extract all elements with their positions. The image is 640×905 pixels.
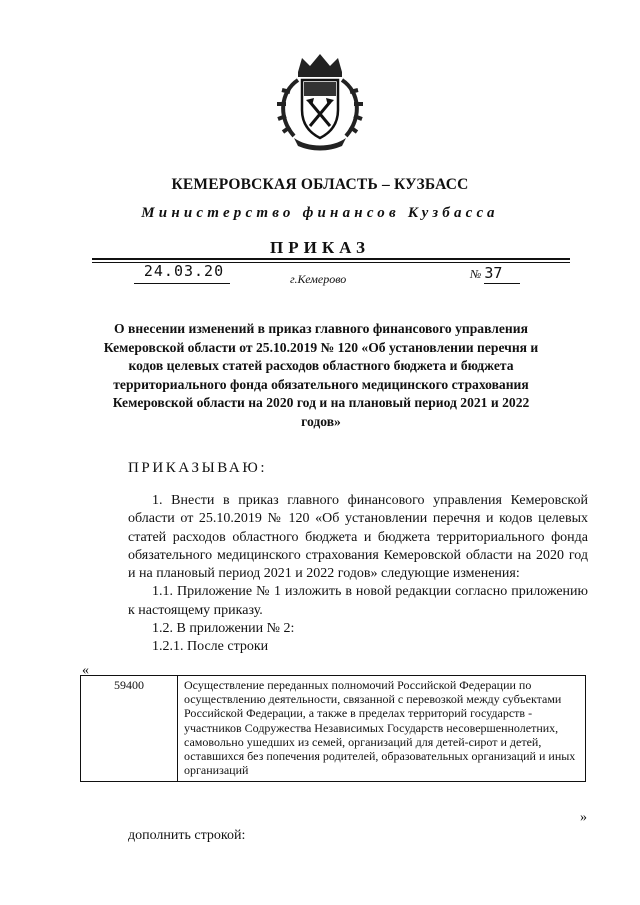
paragraph-1-2: 1.2. В приложении № 2: (152, 621, 295, 637)
number-underline (484, 283, 520, 284)
add-line-text: дополнить строкой: (128, 828, 246, 843)
date-underline (134, 283, 230, 284)
order-body (128, 492, 588, 657)
order-number-block (470, 264, 502, 283)
region-title: КЕМЕРОВСКАЯ ОБЛАСТЬ – КУЗБАСС (171, 176, 469, 193)
header-rule-thick (92, 258, 570, 260)
coat-of-arms-icon (268, 52, 372, 152)
table-row (81, 676, 586, 782)
order-city: г.Кемерово (290, 272, 347, 286)
order-number: 37 (484, 264, 503, 282)
description-cell: Осуществление переданных полномочий Российской Федерации по осуществлению деятельности, связанной с перевозкой между субъектами Российской Федерации, а также в пределах территорий государств - участников Содружества Независимых Государств несовершеннолетних, самовольно ушедших из семей, организаций для детей-сирот и детей, оставшихся без попечения родителей, образовательных организаций и иных организаций (178, 676, 586, 782)
quote-open: « (82, 663, 89, 678)
target-items-table (80, 675, 586, 782)
order-verb: ПРИКАЗЫВАЮ: (128, 460, 268, 476)
order-subject: О внесении изменений в приказ главного финансового управления Кемеровской области от 25.10.2019 № 120 «Об установлении перечня и кодов целевых статей расходов областного бюджета и бюджета территориального фонда обязательного медицинского страхования Кемеровской области на 2020 год и на плановый период 2021 и 2022 годов» (103, 321, 539, 429)
paragraph-1-2-1: 1.2.1. После строки (152, 639, 269, 655)
ministry-name: Министерство финансов Кузбасса (141, 205, 499, 221)
code-cell: 59400 (81, 676, 178, 782)
quote-close: » (580, 810, 587, 825)
paragraph-1-1: 1.1. Приложение № 1 изложить в новой редакции согласно приложению к настоящему приказу. (128, 584, 588, 618)
order-heading: ПРИКАЗ (270, 238, 370, 257)
number-sign: № (470, 267, 482, 281)
paragraph-1: 1. Внести в приказ главного финансового управления Кемеровской области от 25.10.2019 № 120 «Об установлении перечня и кодов целевых статей расходов областного бюджета и бюджета территориального фонда обязательного медицинского страхования Кемеровской области на 2020 год и на плановый период 2021 и 2022 годов» следующие изменения: (128, 493, 588, 582)
order-date: 24.03.20 (143, 262, 225, 280)
